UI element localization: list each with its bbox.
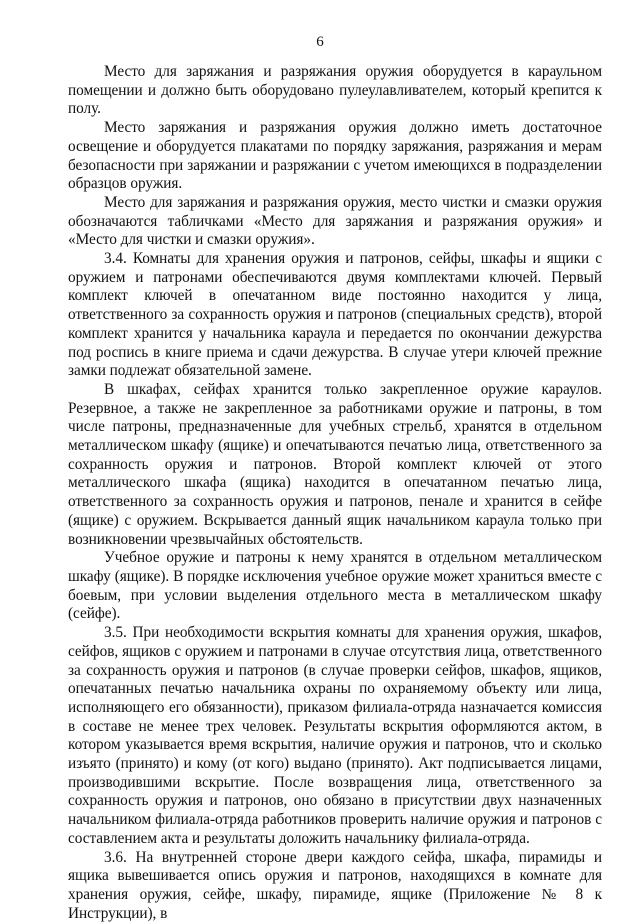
paragraph-lighting-posters: Место заряжания и разряжания оружия должно иметь достаточное освещение и оборудуется плакатами по порядку заряжания, разряжания и мерам безопасности при заряжании и разряжании с учетом имеющихся в подразделении образцов оружия.	[68, 119, 602, 193]
paragraph-training-weapons: Учебное оружие и патроны к нему хранятся в отдельном металлическом шкафу (ящике). В порядке исключения учебное оружие может храниться вместе с боевым, при условии выделения отдельного места в металлическом шкафу (сейфе).	[68, 549, 602, 623]
paragraph-signage: Место для заряжания и разряжания оружия, место чистки и смазки оружия обозначаются табличками «Место для заряжания и разряжания оружия» и «Место для чистки и смазки оружия».	[68, 193, 602, 249]
page-number: 6	[316, 34, 324, 50]
paragraph-loading-place: Место для заряжания и разряжания оружия оборудуется в караульном помещении и должно быть оборудовано пулеулавливателем, который крепится к полу.	[68, 63, 602, 118]
paragraph-cabinets-storage: В шкафах, сейфах хранится только закрепленное оружие караулов. Резервное, а также не закрепленное за работниками оружие и патроны, в том числе патроны, предназначенные для учебных стрельб, хранятся в отдельном металлическом шкафу (ящике) и опечатываются печатью лица, ответственного за сохранность оружия и патронов. Второй комплект ключей от этого металлического шкафа (ящика) находится в опечатанном печатью лица, ответственного за сохранность оружия и патронов, пенале и хранится в сейфе (ящике) с оружием. Вскрывается данный ящик начальником караула только при возникновении чрезвычайных обстоятельств.	[68, 380, 602, 548]
document-body	[68, 63, 602, 923]
paragraph-3-4-keys: 3.4. Комнаты для хранения оружия и патронов, сейфы, шкафы и ящики с оружием и патронами обеспечиваются двумя комплектами ключей. Первый комплект ключей в опечатанном виде постоянно находится у лица, ответственного за сохранность оружия и патронов (специальных средств), второй комплект хранится у начальника караула и передается по окончании дежурства под роспись в книге приема и сдачи дежурства. В случае утери ключей прежние замки подлежат обязательной замене.	[68, 250, 602, 380]
paragraph-3-6-inventory: 3.6. На внутренней стороне двери каждого сейфа, шкафа, пирамиды и ящика вывешивается опись оружия и патронов, находящихся в комнате для хранения оружия, сейфе, шкафу, пирамиде, ящике (Приложение № 8 к Инструкции), в	[68, 848, 602, 922]
paragraph-3-5-opening: 3.5. При необходимости вскрытия комнаты для хранения оружия, шкафов, сейфов, ящиков с оружием и патронами в случае отсутствия лица, ответственного за сохранность оружия и патронов (в случае проверки сейфов, шкафов, ящиков, опечатанных печатью начальника охраны по охраняемому объекту или лица, исполняющего его обязанности), приказом филиала-отряда назначается комиссия в составе не менее трех человек. Результаты вскрытия оформляются актом, в котором указывается время вскрытия, наличие оружия и патронов, что и сколько изъято (принято) и кому (от кого) выдано (принято). Акт подписывается лицами, производившими вскрытие. После возвращения лица, ответственного за сохранность оружия и патронов, оно обязано в присутствии двух назначенных начальником филиала-отряда работников проверить наличие оружия и патронов с составлением акта и результаты доложить начальнику филиала-отряда.	[68, 624, 602, 847]
